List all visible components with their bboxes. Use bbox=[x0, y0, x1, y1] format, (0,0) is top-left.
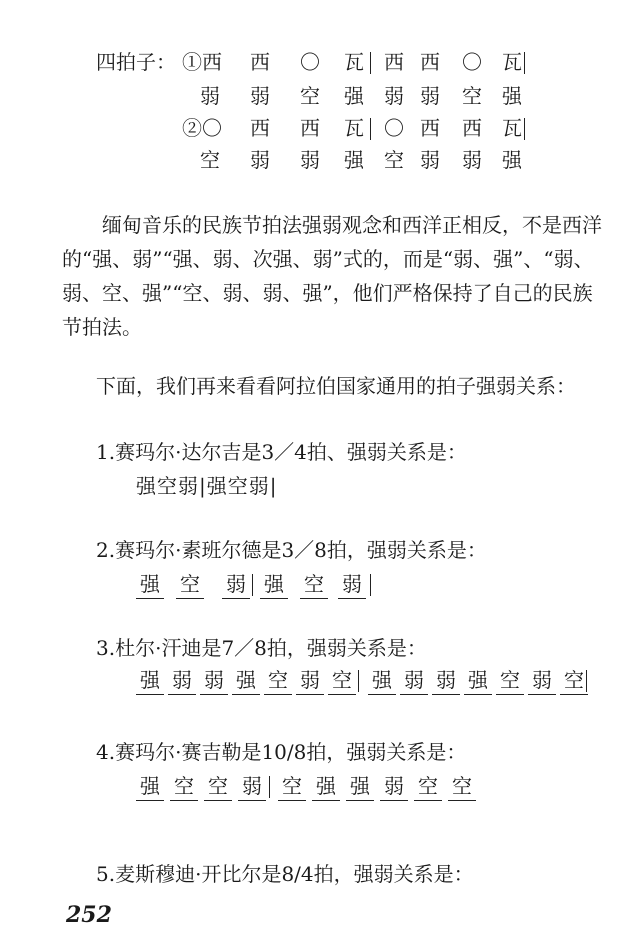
fb-row2-cell: 空 bbox=[300, 84, 320, 108]
item3-cells-cell: 强 bbox=[136, 668, 164, 695]
fb-row1-cell: 西 bbox=[384, 50, 404, 74]
item3-cells-cell: 弱 bbox=[528, 668, 556, 695]
fb-row1-cell: 西 bbox=[420, 50, 440, 74]
bar-line bbox=[370, 52, 371, 74]
item3-cells-cell: 弱 bbox=[400, 668, 428, 695]
four-beat-row-4 bbox=[180, 148, 540, 174]
fb-row4-cell: 弱 bbox=[462, 148, 482, 172]
item2-cells-cell: 弱 bbox=[338, 572, 366, 599]
fb-row3-cell: 西 bbox=[300, 116, 320, 140]
item3-cells-cell: 强 bbox=[368, 668, 396, 695]
fb-row2-cell: 强 bbox=[344, 84, 364, 108]
fb-row1-cell: 〇 bbox=[462, 50, 482, 74]
item3-cells-cell: 弱 bbox=[168, 668, 196, 695]
item3-cells-cell: 强 bbox=[232, 668, 260, 695]
item-3-pattern bbox=[136, 668, 596, 694]
four-beat-row-3 bbox=[180, 116, 540, 142]
bar-line bbox=[370, 118, 371, 140]
item3-cells-cell: 空 bbox=[328, 668, 356, 695]
item4-cells-cell: 弱 bbox=[238, 774, 266, 801]
bar-line bbox=[370, 574, 371, 596]
fb-row3-cell: 瓦 bbox=[502, 116, 522, 140]
fb-row2-cell: 弱 bbox=[384, 84, 404, 108]
item3-cells-cell: 空 bbox=[496, 668, 524, 695]
fb-row4-cell: 弱 bbox=[250, 148, 270, 172]
item3-cells-cell: 弱 bbox=[432, 668, 460, 695]
page-number: 252 bbox=[66, 902, 112, 928]
item2-cells-cell: 强 bbox=[260, 572, 288, 599]
bar-line bbox=[524, 118, 525, 140]
bar-line bbox=[252, 574, 253, 596]
fb-row1-cell: 瓦 bbox=[502, 50, 522, 74]
fb-row4-cell: 强 bbox=[344, 148, 364, 172]
bar-line bbox=[358, 670, 359, 692]
fb-row4-cell: 弱 bbox=[420, 148, 440, 172]
fb-row3-cell: 西 bbox=[250, 116, 270, 140]
item-4-pattern bbox=[136, 774, 472, 800]
item-4-title: 4.赛玛尔·赛吉勒是10/8拍，强弱关系是： bbox=[96, 740, 467, 764]
fb-row3-cell: 西 bbox=[462, 116, 482, 140]
fb-row1-cell: 西 bbox=[250, 50, 270, 74]
fb-row1-cell: ①西 bbox=[182, 50, 222, 74]
fb-row3-cell: 〇 bbox=[384, 116, 404, 140]
bar-line bbox=[269, 776, 270, 798]
four-beat-label: 四拍子： bbox=[96, 50, 176, 74]
item2-cells-cell: 空 bbox=[300, 572, 328, 599]
fb-row2-cell: 弱 bbox=[200, 84, 220, 108]
paragraph-burmese-meter: 缅甸音乐的民族节拍法强弱观念和西洋正相反，不是西洋的“强、弱”“强、弱、次强、弱”式的，而是“弱、强”、“弱、弱、空、强”“空、弱、弱、强”，他们严格保持了自己的民族节拍法。 bbox=[62, 213, 602, 339]
item4-cells-cell: 空 bbox=[170, 774, 198, 801]
fb-row4-cell: 弱 bbox=[300, 148, 320, 172]
fb-row2-cell: 弱 bbox=[420, 84, 440, 108]
fb-row3-cell: ②〇 bbox=[182, 116, 222, 140]
item4-cells-cell: 空 bbox=[414, 774, 442, 801]
item4-cells-cell: 弱 bbox=[380, 774, 408, 801]
item2-cells-cell: 弱 bbox=[222, 572, 250, 599]
fb-row1-cell: 瓦 bbox=[344, 50, 364, 74]
item4-cells-cell: 强 bbox=[346, 774, 374, 801]
item-1-pattern: 强空弱|强空弱| bbox=[136, 474, 278, 498]
item4-cells-cell: 强 bbox=[136, 774, 164, 801]
item2-cells-cell: 空 bbox=[176, 572, 204, 599]
item3-cells-cell: 空 bbox=[560, 668, 588, 695]
fb-row2-cell: 弱 bbox=[250, 84, 270, 108]
item4-cells-cell: 空 bbox=[448, 774, 476, 801]
item3-cells-cell: 强 bbox=[464, 668, 492, 695]
fb-row4-cell: 空 bbox=[200, 148, 220, 172]
fb-row3-cell: 西 bbox=[420, 116, 440, 140]
fb-row2-cell: 空 bbox=[462, 84, 482, 108]
item3-cells-cell: 空 bbox=[264, 668, 292, 695]
fb-row3-cell: 瓦 bbox=[344, 116, 364, 140]
item3-cells-cell: 弱 bbox=[296, 668, 324, 695]
fb-row1-cell: 〇 bbox=[300, 50, 320, 74]
four-beat-row-1 bbox=[180, 50, 540, 76]
item2-cells-cell: 强 bbox=[136, 572, 164, 599]
fb-row4-cell: 强 bbox=[502, 148, 522, 172]
bar-line bbox=[586, 670, 587, 692]
item4-cells-cell: 空 bbox=[204, 774, 232, 801]
item-2-title: 2.赛玛尔·素班尔德是3／8拍，强弱关系是： bbox=[96, 538, 487, 562]
paragraph-arab-intro: 下面，我们再来看看阿拉伯国家通用的拍子强弱关系： bbox=[96, 374, 576, 398]
item3-cells-cell: 弱 bbox=[200, 668, 228, 695]
item4-cells-cell: 空 bbox=[278, 774, 306, 801]
item4-cells-cell: 强 bbox=[312, 774, 340, 801]
item-3-title: 3.杜尔·汗迪是7／8拍，强弱关系是： bbox=[96, 636, 427, 660]
four-beat-row-2 bbox=[180, 84, 540, 110]
item-5-title: 5.麦斯穆迪·开比尔是8/4拍，强弱关系是： bbox=[96, 862, 474, 886]
item-1-title: 1.赛玛尔·达尔吉是3／4拍、强弱关系是： bbox=[96, 440, 467, 464]
item-2-pattern bbox=[136, 572, 396, 598]
fb-row4-cell: 空 bbox=[384, 148, 404, 172]
fb-row2-cell: 强 bbox=[502, 84, 522, 108]
bar-line bbox=[524, 52, 525, 74]
